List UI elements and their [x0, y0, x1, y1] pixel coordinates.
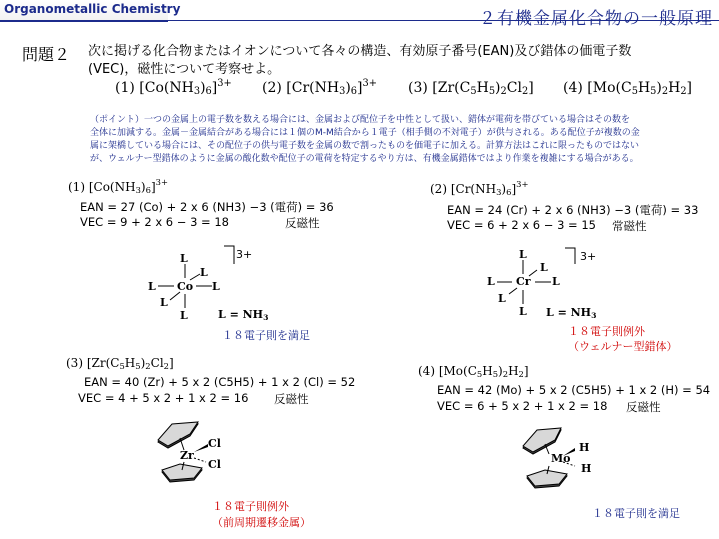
co-ligand-bottom: L [180, 309, 188, 322]
molybdenocene-structure [517, 428, 607, 504]
answer1-ean: EAN = 27 (Co) + 2 x 6 (NH3) −3 (電荷) = 36 [80, 200, 334, 214]
answer3-title: (3) $[Zr(C_5H_5)_2Cl_2]$ [66, 356, 174, 371]
answer3-magnetism: 反磁性 [274, 392, 309, 406]
point-line2: 全体に加減する。金属－金属結合がある場合には１個のM-M結合から１電子（相手側の不対電子）が供与される。ある配位子が複数の金 [90, 128, 640, 138]
cr-metal: Cr [516, 275, 531, 288]
cr-charge: 3+ [580, 250, 597, 263]
answer1-rule: １８電子則を満足 [222, 329, 310, 342]
answer2-title: (2) $[Cr(NH_3)_6]^{3+}$ [430, 179, 529, 197]
point-line4: が、ウェルナー型錯体のように金属の酸化数や配位子の電荷を特定するやり方は、有機金属錯体ではより作業を複雑にする場合がある。 [90, 154, 639, 164]
cr-ligand-definition: $L = NH_3$ [546, 306, 597, 320]
choice-3: (3) $[Zr(C_5H_5)_2Cl_2]$ [408, 80, 534, 97]
point-line3: 属に架橋している場合には、その配位子の供与電子数を金属の数で割ったものを価電子に加える。計算方法はこれに限ったものではない [90, 141, 640, 151]
co-ligand-left: L [148, 280, 156, 293]
answer4-title: (4) $[Mo(C_5H_5)_2H_2]$ [418, 364, 529, 379]
co-ligand-back: L [200, 266, 208, 279]
co-charge: 3+ [236, 248, 253, 261]
answer2-ean: EAN = 24 (Cr) + 2 x 6 (NH3) −3 (電荷) = 33 [447, 203, 699, 217]
co-ligand-top: L [180, 252, 188, 265]
mo-metal: Mo [551, 452, 571, 465]
co-metal: Co [177, 280, 194, 293]
answer1-vec: VEC = 9 + 2 x 6 − 3 = 18 [80, 215, 229, 229]
mo-ligand-h-2: H [581, 462, 592, 475]
point-line1: （ポイント）一つの金属上の電子数を数える場合には、金属および配位子を中性として扱い、錯体が電荷を帯びている場合はその数を [90, 115, 631, 125]
choice-2: (2) $[Cr(NH_3)_6]^{3+}$ [262, 78, 377, 97]
answer1-magnetism: 反磁性 [285, 216, 320, 230]
answer4-vec: VEC = 6 + 5 x 2 + 1 x 2 = 18 [437, 399, 608, 413]
problem-text-line2: (VEC)，磁性について考察せよ。 [88, 62, 281, 77]
co-ligand-right: L [212, 280, 220, 293]
zr-ligand-cl-2: Cl [208, 458, 221, 471]
cr-ligand-left: L [487, 275, 495, 288]
cr-ligand-right: L [552, 275, 560, 288]
cr-ligand-top: L [519, 248, 527, 261]
choice-1: (1) $[Co(NH_3)_6]^{3+}$ [115, 78, 232, 97]
cr-ligand-back: L [540, 261, 548, 274]
co-ligand-front: L [160, 296, 168, 309]
answer3-rule: １８電子則例外 [212, 500, 289, 513]
answer2-vec: VEC = 6 + 2 x 6 − 3 = 15 [447, 218, 596, 232]
problem-label: 問題２ [22, 45, 71, 64]
answer4-ean: EAN = 42 (Mo) + 5 x 2 (C5H5) + 1 x 2 (H) = 54 [437, 383, 711, 397]
cr-ligand-front: L [498, 292, 506, 305]
course-label: Organometallic Chemistry [0, 0, 168, 22]
answer3-vec: VEC = 4 + 5 x 2 + 1 x 2 = 16 [78, 391, 249, 405]
zr-ligand-cl-1: Cl [208, 437, 221, 450]
mo-ligand-h-1: H [579, 441, 590, 454]
co-ligand-definition: $L = NH_3$ [218, 308, 269, 322]
answer1-title: (1) $[Co(NH_3)_6]^{3+}$ [68, 177, 168, 195]
answer2-rule: １８電子則例外 [568, 325, 645, 338]
answer4-magnetism: 反磁性 [626, 400, 661, 414]
problem-text-line1: 次に掲げる化合物またはイオンについて各々の構造、有効原子番号(EAN)及び錯体の価電子数 [88, 44, 632, 59]
answer2-rule-note: （ウェルナー型錯体） [568, 340, 678, 353]
page-title: ２有機金属化合物の一般原理 [479, 9, 713, 29]
choice-4: (4) $[Mo(C_5H_5)_2H_2]$ [563, 80, 693, 97]
answer4-rule: １８電子則を満足 [592, 507, 680, 520]
zr-metal: Zr [180, 449, 194, 462]
cr-ligand-bottom: L [519, 305, 527, 318]
answer2-magnetism: 常磁性 [612, 219, 647, 233]
zirconocene-structure [150, 420, 240, 500]
answer3-rule-note: （前周期遷移金属） [212, 516, 311, 529]
answer3-ean: EAN = 40 (Zr) + 5 x 2 (C5H5) + 1 x 2 (Cl) = 52 [84, 375, 356, 389]
